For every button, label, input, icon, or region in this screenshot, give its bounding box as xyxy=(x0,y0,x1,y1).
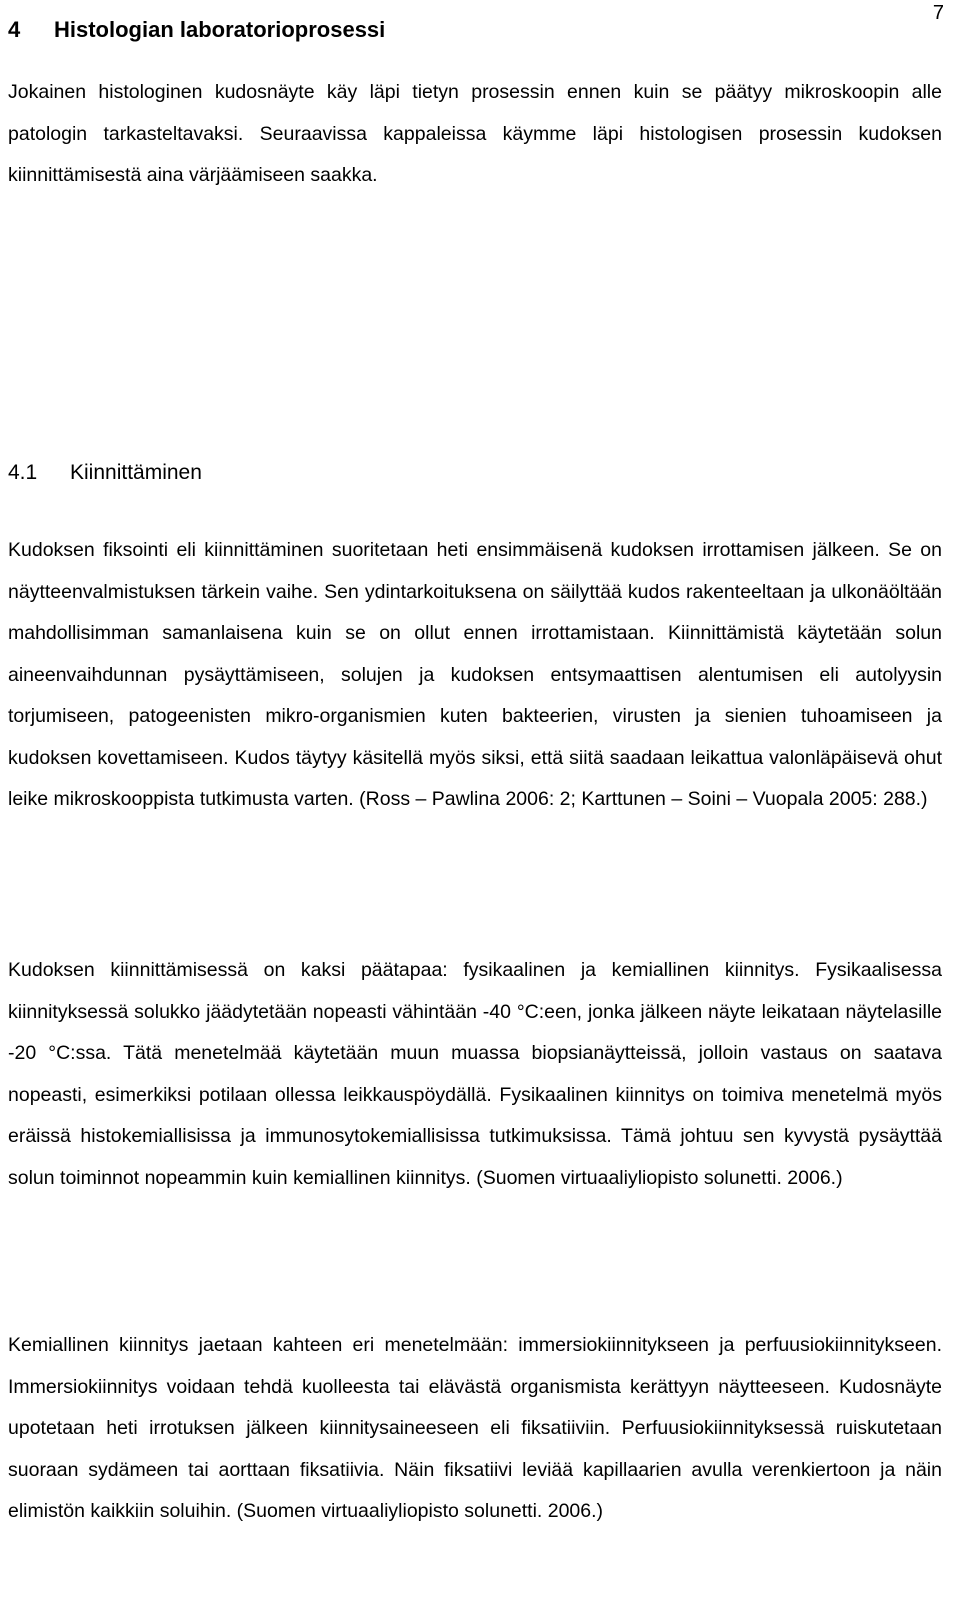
body-paragraph-1: Kudoksen fiksointi eli kiinnittäminen suoritetaan heti ensimmäisenä kudoksen irrottamisen jälkeen. Se on näytteenvalmistuksen tärkein vaihe. Sen ydintarkoituksena on säilyttää kudos rakenteeltaan ja ulkonäöltään mahdollisimman samanlaisena kuin se on ollut ennen irrottamistaan. Kiinnittämistä käytetään solun aineenvaihdunnan pysäyttämiseen, solujen ja kudoksen entsymaattisen alentumisen eli autolyysin torjumiseen, patogeenisten mikro-organismien kuten bakteerien, virusten ja sienien tuhoamiseen ja kudoksen kovettamiseen. Kudos täytyy käsitellä myös siksi, että siitä saadaan leikattua valonläpäisevä ohut leike mikroskooppista tutkimusta varten. (Ross – Pawlina 2006: 2; Karttunen – Soini – Vuopala 2005: 288.) xyxy=(8,539,942,810)
body-paragraph-3: Kemiallinen kiinnitys jaetaan kahteen eri menetelmään: immersiokiinnitykseen ja perfuusiokiinnitykseen. Immersiokiinnitys voidaan tehdä kuolleesta tai elävästä organismista kerättyyn näytteeseen. Kudosnäyte upotetaan heti irrotuksen jälkeen kiinnitysaineeseen eli fiksatiiviin. Perfuusiokiinnityksessä ruiskutetaan suoraan sydämeen tai aorttaan fiksatiivia. Näin fiksatiivi leviää kapillaarien avulla verenkiertoon ja näin elimistön kaikkiin soluihin. (Suomen virtuaaliyliopisto solunetti. 2006.) xyxy=(8,1334,942,1522)
intro-paragraph: Jokainen histologinen kudosnäyte käy läpi tietyn prosessin ennen kuin se päätyy mikroskoopin alle patologin tarkasteltavaksi. Seuraavissa kappaleissa käymme läpi histologisen prosessin kudoksen kiinnittämisestä aina värjäämiseen saakka. xyxy=(8,81,942,186)
chapter-title: Histologian laboratorioprosessi xyxy=(54,17,386,42)
section-title: Kiinnittäminen xyxy=(70,461,202,484)
page-number: 7 xyxy=(932,2,944,24)
chapter-number: 4 xyxy=(8,17,21,42)
chapter-heading xyxy=(8,15,385,45)
section-number: 4.1 xyxy=(8,461,38,484)
body-paragraph-2: Kudoksen kiinnittämisessä on kaksi päätapaa: fysikaalinen ja kemiallinen kiinnitys. Fysikaalisessa kiinnityksessä solukko jäädytetään nopeasti vähintään -40 °C:een, jonka jälkeen näyte leikataan näytelasille -20 °C:ssa. Tätä menetelmää käytetään muun muassa biopsianäytteissä, jolloin vastaus on saatava nopeasti, esimerkiksi potilaan ollessa leikkauspöydällä. Fysikaalinen kiinnitys on toimiva menetelmä myös eräissä histokemiallisissa ja immunosytokemiallisissa tutkimuksissa. Tämä johtuu sen kyvystä pysäyttää solun toiminnot nopeammin kuin kemiallinen kiinnitys. (Suomen virtuaaliyliopisto solunetti. 2006.) xyxy=(8,959,942,1189)
section-heading xyxy=(8,458,202,488)
